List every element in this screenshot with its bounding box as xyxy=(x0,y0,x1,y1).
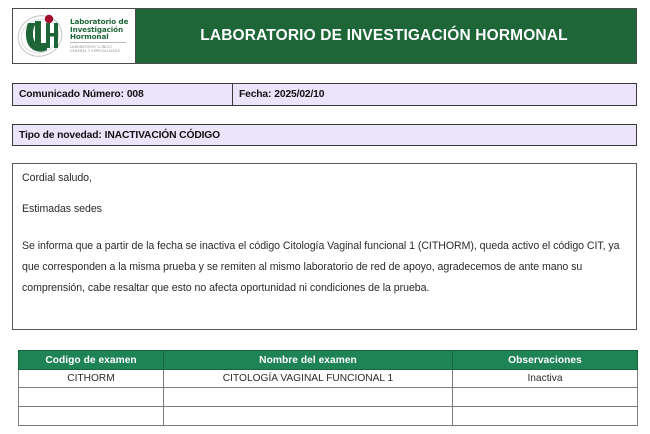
logo-wordmark xyxy=(70,18,128,53)
logo-subline-2: GENERAL Y ESPECIALIZADO xyxy=(70,49,121,54)
cell-codigo xyxy=(19,407,164,426)
logo-divider xyxy=(70,42,126,43)
cell-codigo xyxy=(19,388,164,407)
comunicado-date-value: 2025/02/10 xyxy=(274,89,325,100)
document-header-band xyxy=(12,8,637,64)
cell-codigo: CITHORM xyxy=(19,370,164,388)
column-header-observaciones: Observaciones xyxy=(453,351,638,370)
logo-subline-1: LABORATORIO CLÍNICO xyxy=(70,44,112,49)
table-row xyxy=(19,407,638,426)
laboratory-logo xyxy=(13,9,136,63)
table-row xyxy=(19,388,638,407)
cell-observaciones xyxy=(453,407,638,426)
comunicado-number-value: 008 xyxy=(126,89,144,100)
novelty-type-bar xyxy=(12,124,637,146)
comunicado-meta-bar xyxy=(12,83,637,106)
table-row xyxy=(19,370,638,388)
exam-table xyxy=(18,350,638,426)
exam-table-head xyxy=(19,351,638,370)
column-header-codigo: Codigo de examen xyxy=(19,351,164,370)
header-title-container xyxy=(136,9,636,63)
cell-nombre xyxy=(164,407,453,426)
comunicado-date-label: Fecha: xyxy=(239,89,272,100)
body-greeting: Cordial saludo, xyxy=(22,172,92,184)
logo-line-3: Hormonal xyxy=(70,31,109,41)
cell-observaciones: Inactiva xyxy=(453,370,638,388)
body-paragraph: Se informa que a partir de la fecha se inactiva el código Citología Vaginal funcional 1 (CITHORM), queda activo el código CIT, ya que corresponden a la misma prueba y se remiten al mismo laboratorio de red de apoyo, agradecemos de ante mano su comprensión, cabe resaltar que esto no afecta oportunidad ni condiciones de la prueba. xyxy=(22,240,620,294)
exam-table-body xyxy=(19,370,638,426)
exam-table-header-row xyxy=(19,351,638,370)
column-header-nombre: Nombre del examen xyxy=(164,351,453,370)
page-title: LABORATORIO DE INVESTIGACIÓN HORMONAL xyxy=(200,27,568,44)
novelty-type-value: INACTIVACIÓN CÓDIGO xyxy=(104,129,221,141)
body-salutation: Estimadas sedes xyxy=(22,202,102,215)
logo-line-2: Investigación xyxy=(70,24,124,34)
comunicado-number-label: Comunicado Número: xyxy=(19,89,124,100)
cell-nombre: CITOLOGÍA VAGINAL FUNCIONAL 1 xyxy=(164,370,453,388)
logo-line-1: Laboratorio de xyxy=(70,17,129,27)
cell-observaciones xyxy=(453,388,638,407)
lih-monogram-icon xyxy=(16,11,68,61)
novelty-type-label: Tipo de novedad: xyxy=(19,129,102,141)
cell-nombre xyxy=(164,388,453,407)
comunicado-date-cell xyxy=(233,84,636,105)
communication-body xyxy=(12,163,637,330)
comunicado-number-cell xyxy=(13,84,233,105)
